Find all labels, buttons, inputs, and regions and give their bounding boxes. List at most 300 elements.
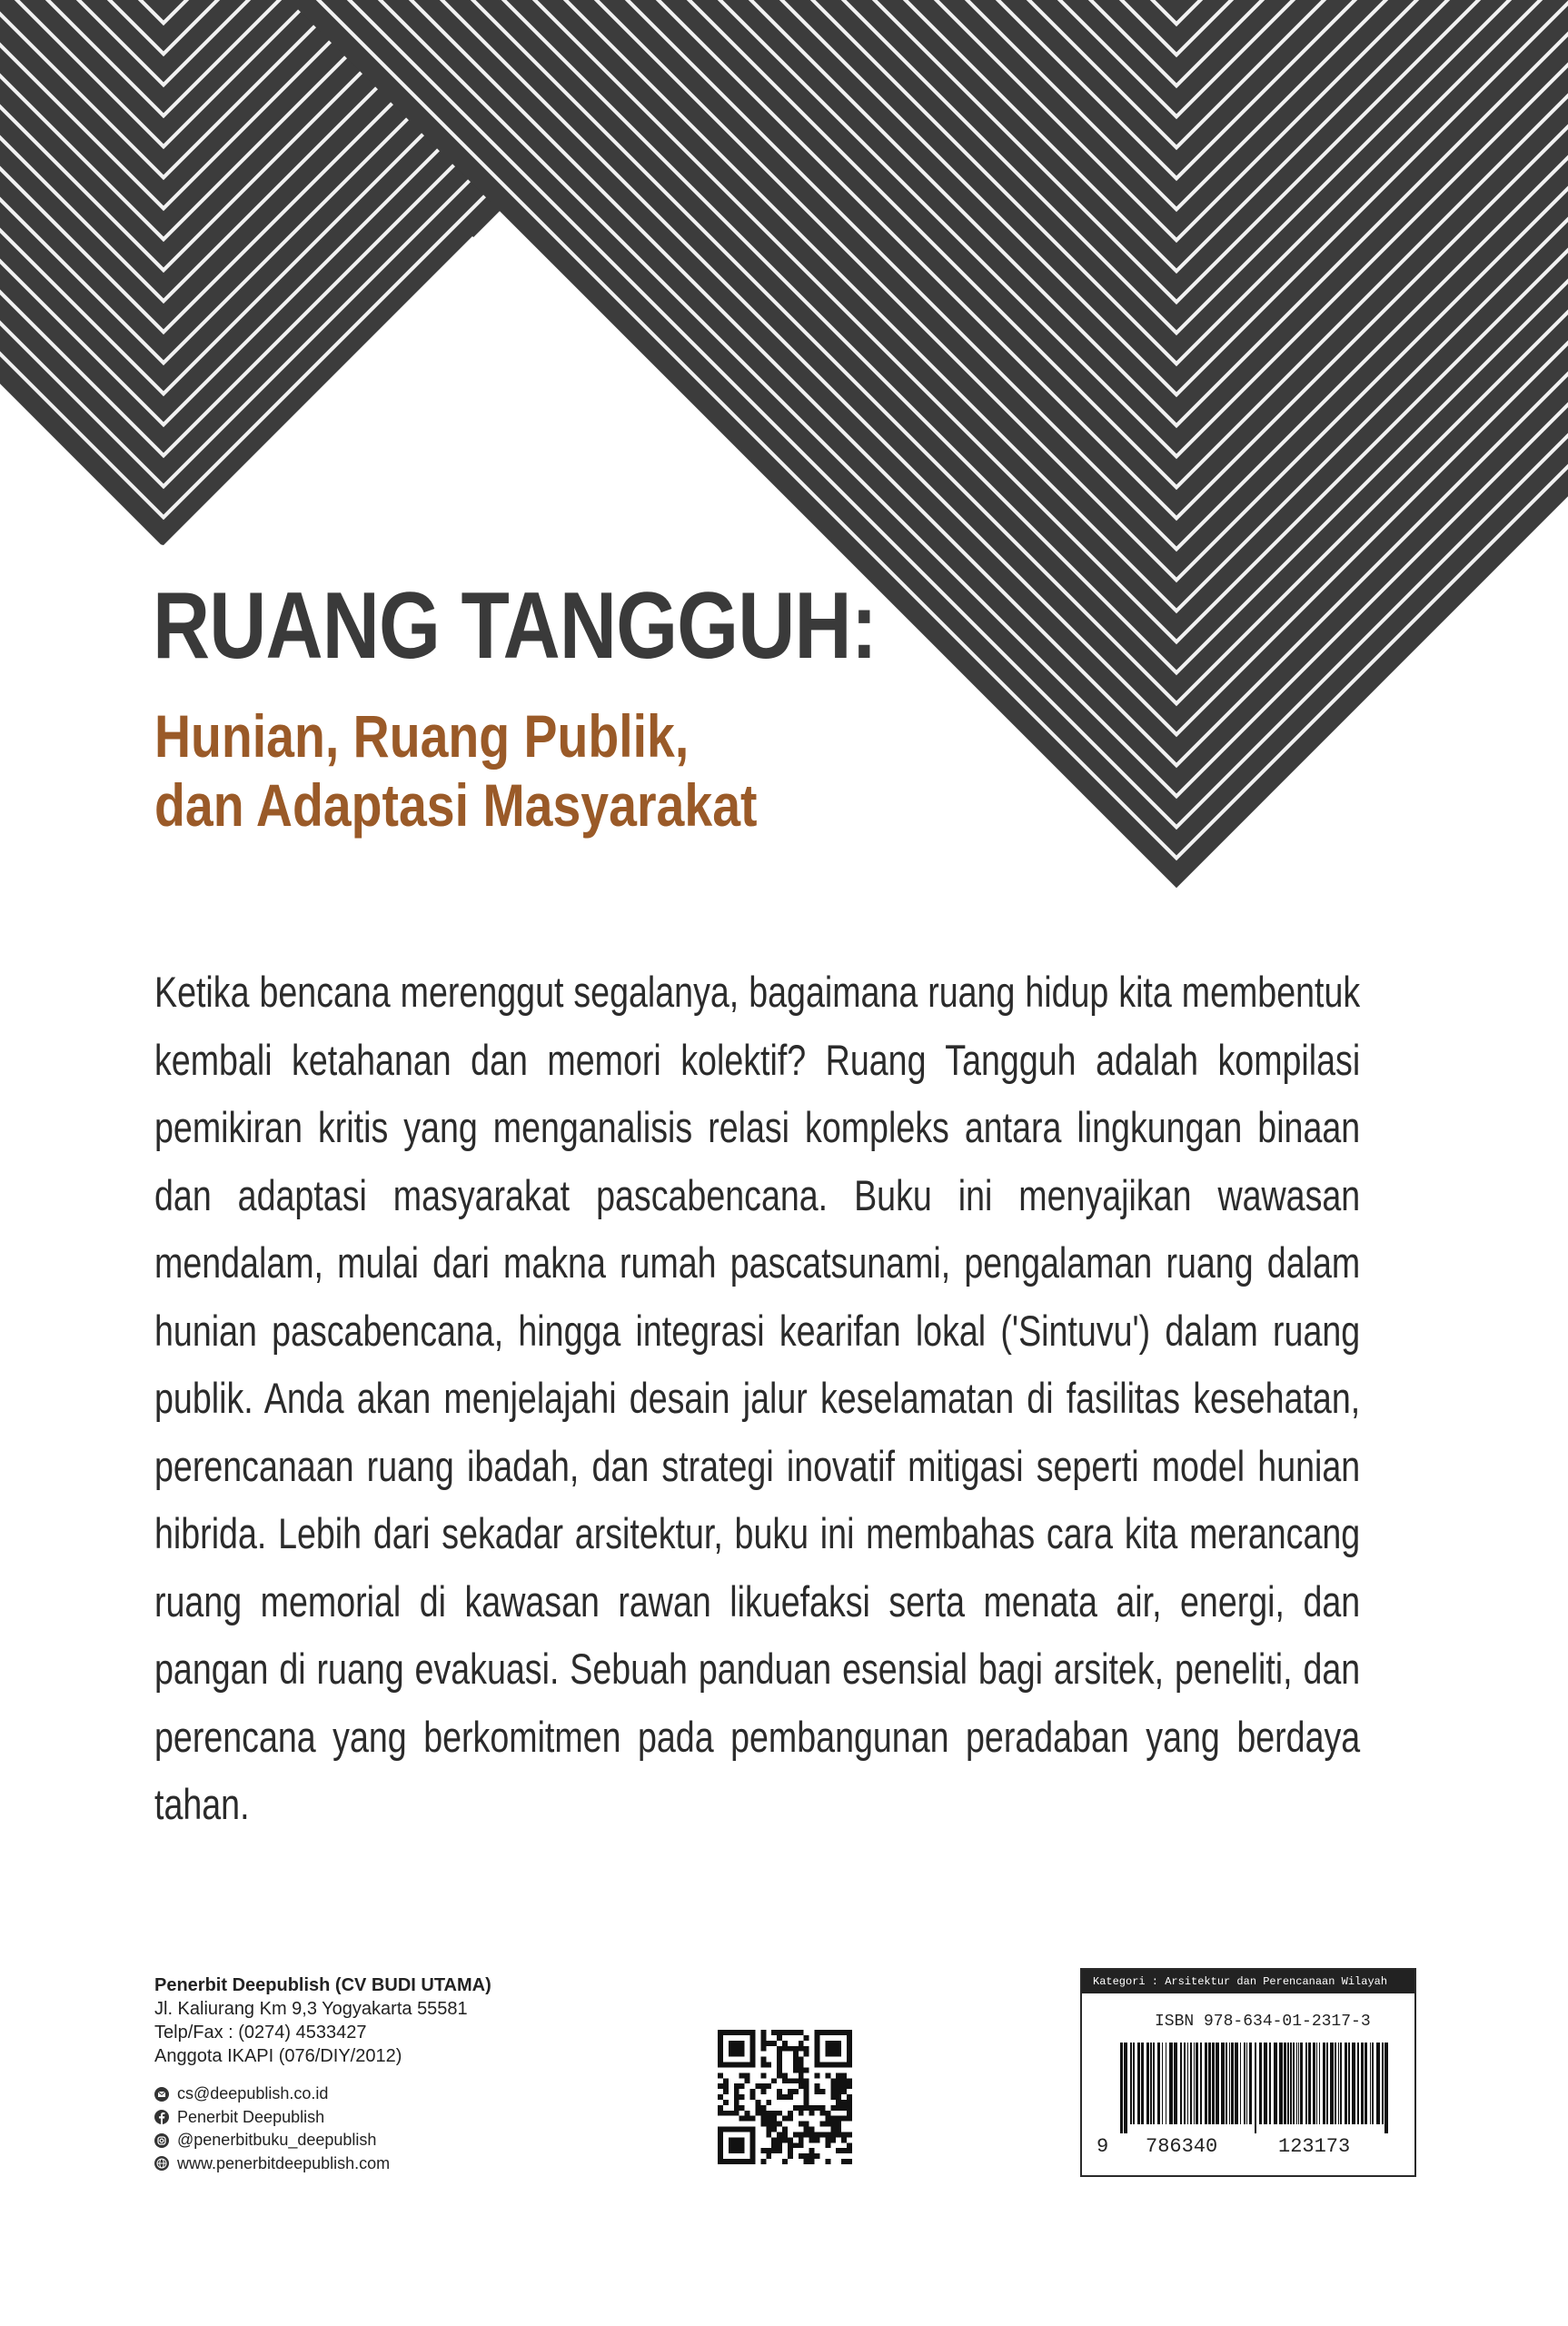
qr-module <box>836 2100 841 2105</box>
qr-module <box>836 2073 841 2078</box>
qr-module <box>788 2137 793 2142</box>
barcode-bar <box>1319 2043 1320 2124</box>
barcode-bar <box>1190 2043 1192 2124</box>
qr-module <box>841 2148 847 2153</box>
qr-module <box>788 2094 793 2100</box>
qr-module <box>739 2105 745 2111</box>
isbn-barcode <box>1120 2043 1391 2133</box>
qr-module <box>799 2063 804 2068</box>
qr-module <box>760 2063 766 2068</box>
barcode-bar <box>1187 2043 1188 2124</box>
barcode-bar <box>1316 2043 1317 2124</box>
barcode-bar <box>1153 2043 1155 2124</box>
qr-module <box>799 2083 804 2089</box>
book-subtitle <box>154 701 757 840</box>
qr-module <box>734 2105 739 2111</box>
qr-module <box>815 2132 820 2137</box>
qr-module <box>804 2105 809 2111</box>
qr-module <box>836 2089 841 2094</box>
qr-module <box>777 2057 782 2063</box>
qr-module <box>836 2105 841 2111</box>
qr-module <box>819 2132 825 2137</box>
qr-module <box>799 2105 804 2111</box>
qr-module <box>734 2089 739 2094</box>
qr-module <box>760 2073 766 2078</box>
qr-module <box>841 2132 847 2137</box>
qr-module <box>777 2094 782 2100</box>
qr-module <box>847 2105 852 2111</box>
book-title: RUANG TANGGUH: <box>153 573 878 679</box>
qr-module <box>793 2142 799 2148</box>
qr-module <box>793 2105 799 2111</box>
barcode-bar <box>1361 2043 1364 2124</box>
qr-module <box>847 2142 852 2148</box>
qr-module <box>788 2046 793 2052</box>
qr-module <box>804 2046 809 2052</box>
qr-module <box>809 2153 815 2159</box>
qr-module <box>760 2057 766 2063</box>
qr-module <box>718 2105 723 2111</box>
qr-module <box>766 2132 771 2137</box>
qr-module <box>836 2083 841 2089</box>
qr-module <box>841 2116 847 2122</box>
barcode-bar <box>1226 2043 1227 2124</box>
qr-module <box>760 2089 766 2094</box>
qr-code[interactable] <box>718 2030 852 2164</box>
qr-module <box>777 2035 782 2041</box>
qr-module <box>723 2078 729 2083</box>
qr-module <box>841 2159 847 2164</box>
barcode-bar <box>1365 2043 1367 2124</box>
qr-module <box>804 2159 809 2164</box>
barcode-bar <box>1146 2043 1149 2124</box>
qr-module <box>788 2153 793 2159</box>
barcode-bar <box>1221 2043 1225 2124</box>
qr-module <box>777 2030 782 2035</box>
qr-module <box>745 2073 750 2078</box>
qr-module <box>777 2052 782 2057</box>
qr-module <box>793 2078 799 2083</box>
qr-module <box>825 2111 830 2116</box>
barcode-digits-left: 786340 <box>1146 2135 1218 2158</box>
contact-website-text: www.penerbitdeepublish.com <box>177 2153 391 2172</box>
barcode-bar <box>1376 2043 1380 2124</box>
qr-module <box>760 2041 766 2046</box>
qr-module <box>830 2083 836 2089</box>
barcode-bar <box>1298 2043 1299 2124</box>
publisher-contacts <box>154 2082 390 2175</box>
qr-module <box>793 2057 799 2063</box>
qr-module <box>804 2122 809 2127</box>
qr-module <box>771 2137 777 2142</box>
qr-module <box>793 2063 799 2068</box>
barcode-bar <box>1308 2043 1311 2124</box>
qr-module <box>760 2030 766 2035</box>
qr-module <box>847 2132 852 2137</box>
barcode-bar <box>1255 2043 1256 2133</box>
qr-module <box>766 2083 771 2089</box>
barcode-bar <box>1313 2043 1315 2124</box>
qr-module <box>723 2111 729 2116</box>
qr-module <box>830 2122 836 2127</box>
qr-module <box>799 2153 804 2159</box>
qr-finder-inner-2 <box>825 2041 841 2057</box>
qr-module <box>771 2078 777 2083</box>
qr-module <box>739 2116 745 2122</box>
qr-module <box>793 2132 799 2137</box>
barcode-bar <box>1264 2043 1267 2124</box>
qr-module <box>771 2116 777 2122</box>
barcode-bar <box>1208 2043 1211 2124</box>
qr-module <box>815 2137 820 2142</box>
qr-module <box>734 2100 739 2105</box>
qr-module <box>799 2111 804 2116</box>
qr-module <box>723 2083 729 2089</box>
barcode-bar <box>1130 2043 1132 2124</box>
qr-module <box>755 2111 760 2116</box>
qr-module <box>788 2111 793 2116</box>
barcode-bar <box>1133 2043 1135 2124</box>
qr-module <box>819 2111 825 2116</box>
barcode-digits-right: 123173 <box>1278 2135 1351 2158</box>
barcode-bar <box>1269 2043 1271 2124</box>
qr-module <box>729 2111 734 2116</box>
qr-module <box>825 2142 830 2148</box>
facebook-icon <box>154 2110 169 2124</box>
qr-module <box>804 2083 809 2089</box>
qr-module <box>804 2127 809 2132</box>
qr-module <box>815 2105 820 2111</box>
barcode-bar <box>1296 2043 1297 2124</box>
qr-module <box>841 2100 847 2105</box>
qr-module <box>760 2083 766 2089</box>
barcode-bar <box>1180 2043 1182 2124</box>
qr-finder-inner-3 <box>729 2137 745 2153</box>
qr-module <box>847 2159 852 2164</box>
qr-module <box>836 2127 841 2132</box>
qr-module <box>766 2063 771 2068</box>
qr-module <box>804 2067 809 2073</box>
contact-website[interactable] <box>154 2152 390 2176</box>
qr-finder-inner-1 <box>729 2041 745 2057</box>
qr-module <box>799 2041 804 2046</box>
qr-module <box>804 2035 809 2041</box>
qr-module <box>809 2137 815 2142</box>
barcode-bar <box>1169 2043 1173 2124</box>
qr-module <box>777 2089 782 2094</box>
barcode-bar <box>1338 2043 1339 2124</box>
barcode-bar <box>1384 2043 1388 2133</box>
qr-module <box>815 2153 820 2159</box>
qr-module <box>804 2100 809 2105</box>
qr-module <box>825 2137 830 2142</box>
qr-module <box>745 2078 750 2083</box>
qr-module <box>799 2046 804 2052</box>
qr-module <box>766 2122 771 2127</box>
qr-module <box>718 2073 723 2078</box>
qr-module <box>782 2159 788 2164</box>
contact-facebook-text: Penerbit Deepublish <box>177 2107 325 2126</box>
barcode-bar <box>1244 2043 1245 2124</box>
qr-module <box>782 2094 788 2100</box>
barcode-bar <box>1348 2043 1350 2124</box>
qr-module <box>804 2153 809 2159</box>
barcode-bar <box>1184 2043 1186 2124</box>
qr-module <box>841 2078 847 2083</box>
qr-module <box>760 2159 766 2164</box>
barcode-bar <box>1352 2043 1355 2124</box>
qr-module <box>799 2057 804 2063</box>
qr-module <box>739 2094 745 2100</box>
barcode-bar <box>1212 2043 1215 2124</box>
barcode-bar <box>1249 2043 1252 2124</box>
qr-module <box>841 2089 847 2094</box>
qr-module <box>777 2137 782 2142</box>
qr-module <box>734 2083 739 2089</box>
qr-module <box>841 2137 847 2142</box>
qr-module <box>830 2105 836 2111</box>
qr-module <box>782 2137 788 2142</box>
qr-module <box>723 2100 729 2105</box>
qr-module <box>815 2073 820 2078</box>
qr-module <box>825 2122 830 2127</box>
qr-module <box>847 2148 852 2153</box>
publisher-address: Jl. Kaliurang Km 9,3 Yogyakarta 55581 <box>154 1999 468 2019</box>
qr-module <box>836 2094 841 2100</box>
qr-module <box>788 2030 793 2035</box>
barcode-bar <box>1200 2043 1202 2124</box>
barcode-bar <box>1330 2043 1334 2124</box>
qr-module <box>734 2094 739 2100</box>
qr-module <box>788 2148 793 2153</box>
web-globe-icon <box>154 2156 169 2171</box>
qr-module <box>841 2083 847 2089</box>
qr-module <box>734 2111 739 2116</box>
qr-module <box>799 2030 804 2035</box>
qr-module <box>819 2122 825 2127</box>
barcode-bar <box>1259 2043 1262 2124</box>
subtitle-line-2: dan Adaptasi Masyarakat <box>154 771 758 839</box>
qr-module <box>777 2148 782 2153</box>
publisher-phone: Telp/Fax : (0274) 4533427 <box>154 2023 367 2043</box>
qr-module <box>836 2132 841 2137</box>
barcode-bar <box>1372 2043 1374 2124</box>
qr-module <box>718 2094 723 2100</box>
contact-instagram[interactable] <box>154 2129 390 2152</box>
qr-module <box>788 2142 793 2148</box>
barcode-bar <box>1205 2043 1207 2124</box>
qr-module <box>739 2083 745 2089</box>
qr-module <box>825 2116 830 2122</box>
barcode-bar <box>1335 2043 1336 2124</box>
barcode-bar <box>1345 2043 1347 2124</box>
qr-module <box>825 2132 830 2137</box>
qr-module <box>771 2142 777 2148</box>
qr-module <box>782 2073 788 2078</box>
qr-module <box>745 2116 750 2122</box>
qr-module <box>750 2094 756 2100</box>
qr-module <box>718 2083 723 2089</box>
barcode-bar <box>1357 2043 1359 2124</box>
qr-module <box>809 2105 815 2111</box>
qr-module <box>760 2105 766 2111</box>
barcode-bar <box>1150 2043 1152 2124</box>
qr-module <box>804 2132 809 2137</box>
book-blurb: Ketika bencana merenggut segalanya, bagaimana ruang hidup kita membentuk kembali ketahanan dan memori kolektif? Ruang Tangguh adalah kompilasi pemikiran kritis yang menganalisis relasi kompleks antara lingkungan binaan dan adaptasi masyarakat pascabencana. Buku ini menyajikan wawasan mendalam, mulai dari makna rumah pascatsunami, pengalaman ruang dalam hunian pascabencana, hingga integrasi kearifan lokal ('Sintuvu') dalam ruang publik. Anda akan menjelajahi desain jalur keselamatan di fasilitas kesehatan, perencanaan ruang ibadah, dan strategi inovatif mitigasi seperti model hunian hibrida. Lebih dari sekadar arsitektur, buku ini membahas cara kita merancang ruang memorial di kawasan rawan likuefaksi serta menata air, energi, dan pangan di ruang evakuasi. Sebuah panduan esensial bagi arsitek, peneliti, dan perencana yang berkomitmen pada pembangunan peradaban yang berdaya tahan. <box>154 968 1361 1828</box>
barcode-bar <box>1196 2043 1198 2124</box>
qr-module <box>809 2127 815 2132</box>
publisher-block <box>154 1973 491 2068</box>
qr-module <box>809 2159 815 2164</box>
qr-module <box>799 2067 804 2073</box>
qr-module <box>760 2148 766 2153</box>
barcode-bar <box>1240 2043 1241 2124</box>
barcode-bar <box>1229 2043 1230 2124</box>
qr-module <box>760 2122 766 2127</box>
qr-module <box>777 2073 782 2078</box>
barcode-bar <box>1382 2043 1384 2124</box>
publisher-ikapi: Anggota IKAPI (076/DIY/2012) <box>154 2046 402 2066</box>
qr-module <box>777 2142 782 2148</box>
qr-module <box>788 2116 793 2122</box>
qr-module <box>830 2094 836 2100</box>
barcode-bar <box>1120 2043 1123 2133</box>
qr-module <box>766 2041 771 2046</box>
qr-module <box>804 2094 809 2100</box>
qr-module <box>750 2116 756 2122</box>
email-icon <box>154 2087 169 2102</box>
qr-module <box>799 2132 804 2137</box>
qr-module <box>760 2111 766 2116</box>
qr-module <box>782 2116 788 2122</box>
barcode-bar <box>1300 2043 1303 2124</box>
qr-module <box>793 2067 799 2073</box>
barcode-bar <box>1216 2043 1219 2124</box>
barcode-digit-first: 9 <box>1097 2135 1109 2158</box>
qr-module <box>739 2073 745 2078</box>
qr-module <box>766 2153 771 2159</box>
qr-module <box>782 2030 788 2035</box>
qr-module <box>755 2105 760 2111</box>
qr-module <box>804 2078 809 2083</box>
qr-module <box>836 2148 841 2153</box>
qr-module <box>782 2078 788 2083</box>
qr-module <box>755 2100 760 2105</box>
qr-module <box>788 2089 793 2094</box>
qr-module <box>830 2116 836 2122</box>
qr-module <box>847 2116 852 2122</box>
barcode-bar <box>1290 2043 1292 2124</box>
qr-module <box>809 2132 815 2137</box>
qr-module <box>830 2089 836 2094</box>
qr-module <box>809 2111 815 2116</box>
barcode-bar <box>1293 2043 1295 2124</box>
barcode-bar <box>1141 2043 1144 2124</box>
contact-email[interactable] <box>154 2082 390 2106</box>
qr-module <box>777 2063 782 2068</box>
qr-module <box>847 2100 852 2105</box>
qr-module <box>815 2089 820 2094</box>
barcode-bar <box>1231 2043 1234 2124</box>
qr-module <box>847 2111 852 2116</box>
qr-module <box>766 2127 771 2132</box>
qr-module <box>766 2111 771 2116</box>
qr-module <box>799 2137 804 2142</box>
qr-module <box>836 2122 841 2127</box>
qr-module <box>830 2078 836 2083</box>
qr-module <box>766 2116 771 2122</box>
barcode-bar <box>1124 2043 1127 2133</box>
qr-module <box>782 2132 788 2137</box>
barcode-bar <box>1162 2043 1163 2124</box>
qr-module <box>793 2052 799 2057</box>
qr-module <box>799 2142 804 2148</box>
qr-module <box>745 2111 750 2116</box>
qr-module <box>799 2078 804 2083</box>
contact-facebook[interactable] <box>154 2106 390 2130</box>
qr-module <box>788 2078 793 2083</box>
qr-module <box>771 2148 777 2153</box>
qr-module <box>799 2073 804 2078</box>
barcode-bar <box>1305 2043 1307 2124</box>
qr-module <box>771 2041 777 2046</box>
qr-module <box>830 2132 836 2137</box>
barcode-bar <box>1323 2043 1325 2124</box>
qr-module <box>847 2083 852 2089</box>
qr-module <box>777 2067 782 2073</box>
qr-module <box>799 2122 804 2127</box>
qr-module <box>718 2111 723 2116</box>
qr-module <box>750 2089 756 2094</box>
qr-module <box>815 2083 820 2089</box>
subtitle-line-1: Hunian, Ruang Publik, <box>154 702 690 770</box>
instagram-icon <box>154 2133 169 2148</box>
qr-module <box>830 2127 836 2132</box>
barcode-bar <box>1326 2043 1328 2124</box>
publisher-name: Penerbit Deepublish (CV BUDI UTAMA) <box>154 1975 491 1995</box>
barcode-bar <box>1137 2043 1140 2124</box>
qr-module <box>771 2127 777 2132</box>
qr-module <box>809 2148 815 2153</box>
qr-module <box>755 2083 760 2089</box>
qr-module <box>782 2041 788 2046</box>
qr-module <box>782 2127 788 2132</box>
qr-module <box>771 2122 777 2127</box>
qr-module <box>819 2105 825 2111</box>
qr-module <box>804 2052 809 2057</box>
qr-module <box>777 2122 782 2127</box>
barcode-bar <box>1174 2043 1177 2124</box>
qr-module <box>777 2046 782 2052</box>
barcode-bar <box>1246 2043 1247 2124</box>
barcode-bar <box>1340 2043 1342 2124</box>
isbn-category: Kategori : Arsitektur dan Perencanaan Wilayah <box>1082 1970 1414 1993</box>
qr-module <box>825 2159 830 2164</box>
qr-module <box>836 2078 841 2083</box>
barcode-bar <box>1284 2043 1286 2124</box>
qr-module <box>777 2132 782 2137</box>
qr-module <box>760 2046 766 2052</box>
qr-module <box>760 2035 766 2041</box>
qr-module <box>771 2030 777 2035</box>
contact-email-text: cs@deepublish.co.id <box>177 2084 329 2103</box>
barcode-bar <box>1274 2043 1277 2124</box>
barcode-bar <box>1157 2043 1160 2124</box>
qr-module <box>760 2116 766 2122</box>
barcode-bar <box>1194 2043 1195 2124</box>
qr-module <box>841 2073 847 2078</box>
barcode-bar <box>1287 2043 1289 2124</box>
